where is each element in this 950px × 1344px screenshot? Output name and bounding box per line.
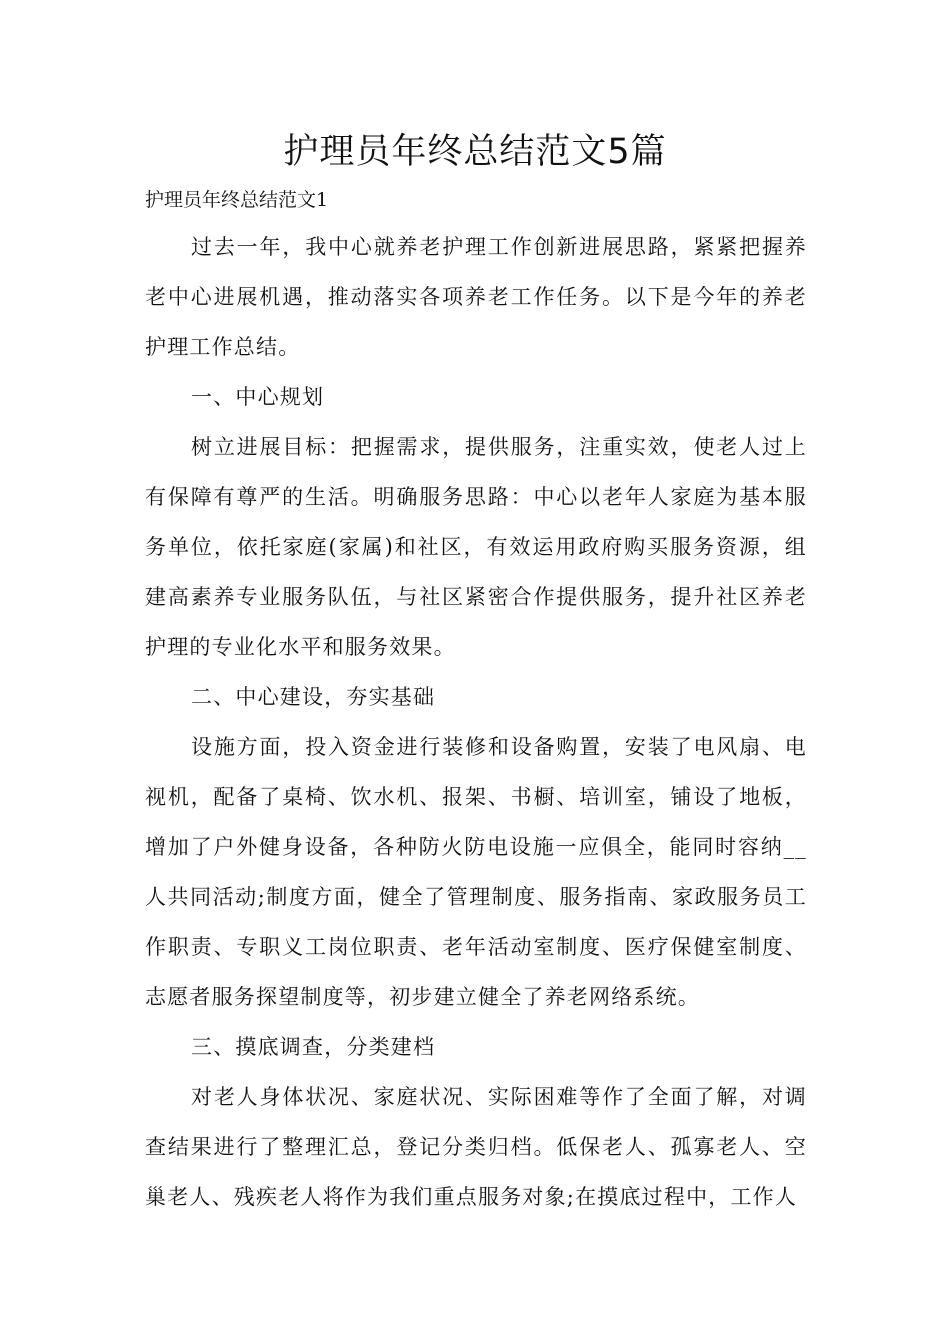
paragraph-section-2: 设施方面，投入资金进行装修和设备购置，安装了电风扇、电视机，配备了桌椅、饮水机、报架、书橱、培训室，铺设了地板，增加了户外健身设备，各种防火防电设施一应俱全，能同时容纳__人共同活动;制度方面，健全了管理制度、服务指南、家政服务员工作职责、专职义工岗位职责、老年活动室制度、医疗保健室制度、志愿者服务探望制度等，初步建立健全了养老网络系统。: [145, 735, 807, 1009]
section-heading-1: 一、中心规划: [191, 385, 325, 409]
document-body: [145, 222, 807, 1222]
document-title: 护理员年终总结范文5篇: [283, 132, 667, 172]
paragraph-section-3: 对老人身体状况、家庭状况、实际困难等作了全面了解，对调查结果进行了整理汇总，登记分类归档。低保老人、孤寡老人、空巢老人、残疾老人将作为我们重点服务对象;在摸底过程中，工作人: [145, 1085, 807, 1209]
paragraph-section-1: 树立进展目标：把握需求，提供服务，注重实效，使老人过上有保障有尊严的生活。明确服务思路：中心以老年人家庭为基本服务单位，依托家庭(家属)和社区，有效运用政府购买服务资源，组建高素养专业服务队伍，与社区紧密合作提供服务，提升社区养老护理的专业化水平和服务效果。: [145, 435, 807, 659]
document-subtitle: 护理员年终总结范文1: [145, 189, 329, 211]
paragraph-intro: 过去一年，我中心就养老护理工作创新进展思路，紧紧把握养老中心进展机遇，推动落实各项养老工作任务。以下是今年的养老护理工作总结。: [145, 235, 807, 359]
section-heading-3: 三、摸底调查，分类建档: [191, 1035, 436, 1059]
section-heading-2: 二、中心建设，夯实基础: [191, 685, 436, 709]
